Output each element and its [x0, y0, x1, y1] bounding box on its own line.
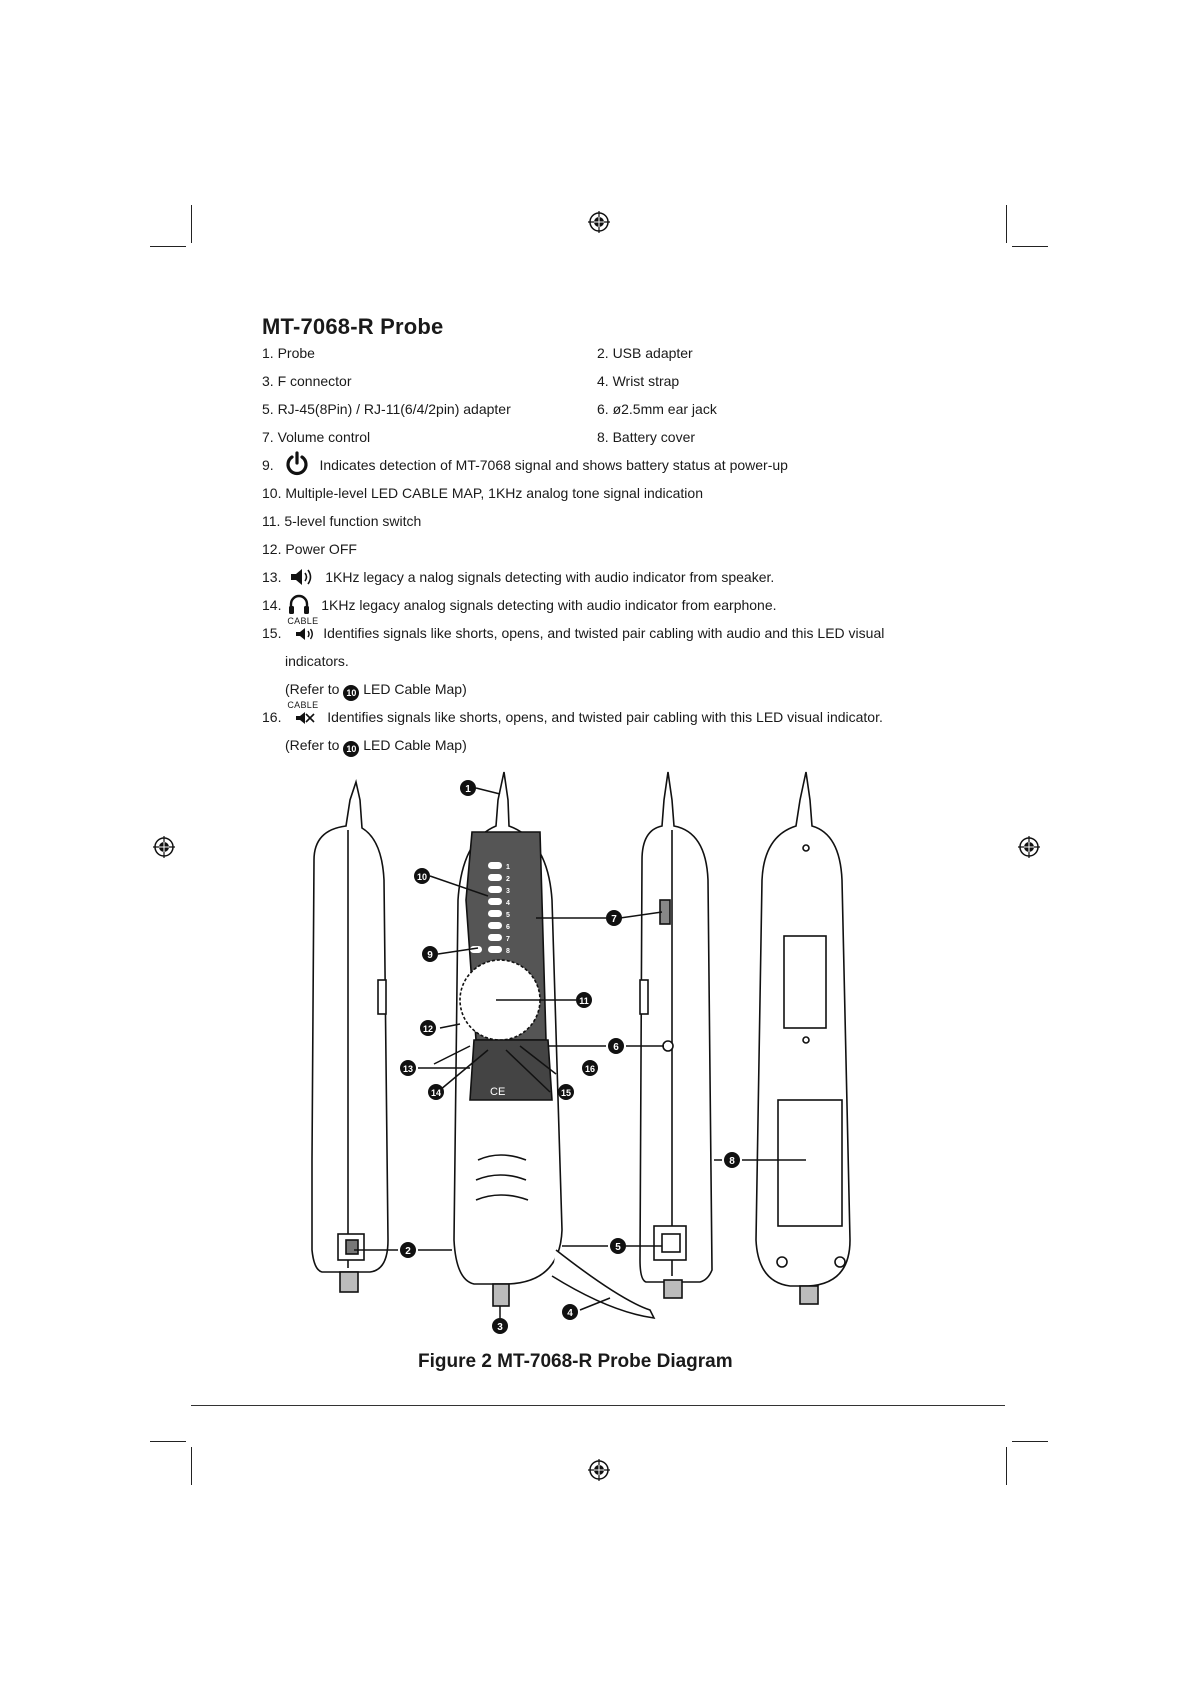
item-11: 11. 5-level function switch — [262, 513, 422, 529]
battery-cover — [778, 1100, 842, 1226]
svg-text:16: 16 — [584, 1064, 596, 1074]
item-number: 9. — [262, 457, 274, 474]
svg-text:2: 2 — [405, 1246, 411, 1257]
led-number: 6 — [506, 924, 510, 931]
item-12: 12. Power OFF — [262, 541, 357, 557]
callout-13 — [400, 1060, 416, 1076]
brand-logo: Pro'sKit — [482, 1109, 528, 1123]
figure-caption: Figure 2 MT-7068-R Probe Diagram — [418, 1351, 733, 1372]
callout-11 — [576, 992, 592, 1008]
part-item: 3. F connector — [262, 373, 352, 389]
item-text: Identifies signals like shorts, opens, and twisted pair cabling with audio and this LED visual — [323, 625, 885, 641]
item-text: Indicates detection of MT-7068 signal and shows battery status at power-up — [319, 457, 788, 474]
probe-side-view-right — [640, 772, 712, 1282]
svg-text:12: 12 — [422, 1024, 434, 1034]
callout-14 — [428, 1084, 444, 1100]
callout-8 — [724, 1152, 740, 1168]
part-item: 7. Volume control — [262, 429, 371, 445]
svg-text:15: 15 — [560, 1088, 572, 1098]
svg-text:7: 7 — [611, 914, 617, 925]
svg-text:6: 6 — [613, 1042, 619, 1053]
callout-10 — [414, 868, 430, 884]
item-10: 10. Multiple-level LED CABLE MAP, 1KHz analog tone signal indication — [262, 485, 703, 501]
refer-text: (Refer to — [285, 681, 340, 697]
led-number: 8 — [506, 948, 510, 955]
part-item: 8. Battery cover — [597, 429, 696, 445]
callout-4 — [562, 1304, 578, 1320]
svg-text:3: 3 — [497, 1322, 503, 1333]
svg-text:4: 4 — [567, 1308, 573, 1319]
led-number: 2 — [506, 876, 510, 883]
part-item: 2. USB adapter — [597, 345, 693, 361]
svg-text:5: 5 — [615, 1242, 621, 1253]
item-text: 1KHz legacy a nalog signals detecting with audio indicator from speaker. — [325, 569, 775, 585]
part-item: 4. Wrist strap — [597, 373, 680, 389]
callout-12 — [420, 1020, 436, 1036]
part-item: 6. ø2.5mm ear jack — [597, 401, 717, 417]
part-item: 5. RJ-45(8Pin) / RJ-11(6/4/2pin) adapter — [262, 401, 511, 417]
ref-callout-10: 10 — [343, 741, 359, 757]
refer-text: (Refer to — [285, 737, 340, 753]
svg-text:10: 10 — [416, 872, 428, 882]
ce-mark: CE — [490, 1086, 506, 1098]
led-number: 3 — [506, 888, 510, 895]
svg-text:9: 9 — [427, 950, 433, 961]
led-number: 5 — [506, 912, 510, 919]
item-15-continued: indicators. — [285, 653, 349, 669]
cable-label: CABLE — [287, 616, 319, 626]
callout-6 — [608, 1038, 624, 1054]
ear-jack — [663, 1041, 673, 1051]
svg-text:11: 11 — [579, 996, 589, 1006]
led-number: 7 — [506, 936, 510, 943]
led-number: 1 — [506, 864, 510, 871]
item-number: 14. — [262, 597, 282, 613]
item-number: 16. — [262, 709, 282, 725]
part-item: 1. Probe — [262, 345, 315, 361]
ref-callout-10: 10 — [343, 685, 359, 701]
callout-5 — [610, 1238, 626, 1254]
led-number: 4 — [506, 900, 510, 907]
callout-7 — [606, 910, 622, 926]
svg-text:1: 1 — [465, 784, 471, 795]
callout-9 — [422, 946, 438, 962]
item-text: 1KHz legacy analog signals detecting with audio indicator from earphone. — [321, 597, 777, 613]
item-number: 13. — [262, 569, 282, 585]
item-number: 15. — [262, 625, 282, 641]
footer-divider — [191, 1405, 1005, 1406]
callout-1 — [460, 780, 476, 796]
probe-side-view-left — [312, 782, 388, 1272]
svg-text:13: 13 — [402, 1064, 414, 1074]
item-text: Identifies signals like shorts, opens, and twisted pair cabling with this LED visual indicator. — [327, 709, 883, 725]
cable-label: CABLE — [287, 700, 319, 710]
refer-text: LED Cable Map) — [363, 681, 467, 697]
callout-15 — [558, 1084, 574, 1100]
refer-text: LED Cable Map) — [363, 737, 467, 753]
svg-text:14: 14 — [430, 1088, 442, 1098]
callout-3 — [492, 1318, 508, 1334]
svg-text:8: 8 — [729, 1156, 735, 1167]
callout-16 — [582, 1060, 598, 1076]
section-title: MT-7068-R Probe — [262, 314, 444, 339]
callout-2 — [400, 1242, 416, 1258]
